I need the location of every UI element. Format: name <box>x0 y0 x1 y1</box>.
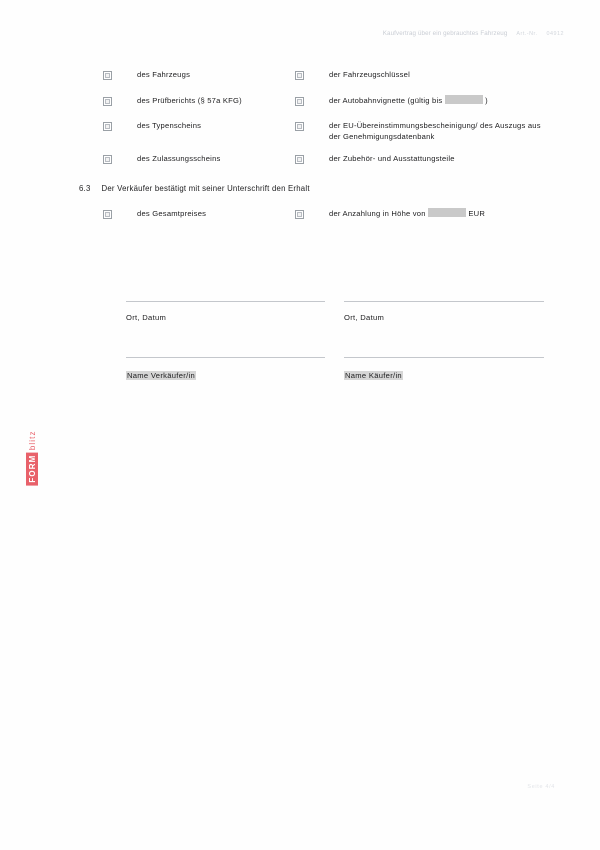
down-payment-currency: EUR <box>468 209 486 218</box>
checklist-item-vehicle-keys[interactable] <box>295 69 410 80</box>
checklist-item-label: des Prüfberichts (§ 57a KFG) <box>137 96 242 105</box>
seller-signature-line <box>126 357 325 358</box>
seller-date-line <box>126 301 325 302</box>
buyer-name-label: Name Käufer/in <box>345 371 402 380</box>
checklist-item-inspection-report[interactable] <box>103 95 242 106</box>
checkbox-icon[interactable] <box>295 97 304 106</box>
buyer-date-label: Ort, Datum <box>344 313 385 322</box>
checkbox-icon[interactable] <box>103 210 112 219</box>
seller-date-label: Ort, Datum <box>126 313 167 322</box>
checkbox-icon[interactable] <box>103 155 112 164</box>
vignette-validity-input[interactable] <box>445 95 483 104</box>
document-header <box>383 30 564 37</box>
section-number: 6.3 <box>79 184 91 193</box>
checklist-item-label: des Typenscheins <box>137 121 202 130</box>
checklist-item-label: des Fahrzeugs <box>137 70 191 79</box>
buyer-date-line <box>344 301 544 302</box>
formblitz-logo-inner <box>26 430 38 485</box>
vignette-label-before: der Autobahnvignette (gültig bis <box>329 96 443 105</box>
checklist-item-vehicle[interactable] <box>103 69 190 80</box>
section-title: Der Verkäufer bestätigt mit seiner Unterschrift den Erhalt <box>101 184 310 193</box>
checklist-item-label: der EU-Übereinstimmungsbescheinigung/ des Auszugs aus der Genehmigungsdatenbank <box>329 121 541 142</box>
seller-name-label: Name Verkäufer/in <box>127 371 195 380</box>
checklist-item-motorway-vignette[interactable] <box>295 95 488 106</box>
checklist-item-registration-certificate[interactable] <box>103 153 221 164</box>
payment-option-label <box>329 208 485 219</box>
article-number-value: 04912 <box>546 31 564 37</box>
logo-form-text: FORM <box>26 453 38 486</box>
checklist-item-type-certificate[interactable] <box>103 120 201 131</box>
logo-blitz-text: blitz <box>27 430 37 451</box>
page-number: Seite 4/4 <box>527 784 555 790</box>
checkbox-icon[interactable] <box>295 210 304 219</box>
section-heading <box>79 184 310 193</box>
formblitz-logo <box>22 418 42 498</box>
checklist-item-eu-conformity-certificate[interactable] <box>295 120 544 143</box>
checkbox-icon[interactable] <box>295 71 304 80</box>
checklist-item-label: der Zubehör- und Ausstattungsteile <box>329 154 455 163</box>
buyer-signature-line <box>344 357 544 358</box>
checklist-item-label <box>329 95 488 106</box>
payment-option-label: des Gesamtpreises <box>137 209 207 218</box>
checklist-item-label: der Fahrzeugschlüssel <box>329 70 411 79</box>
payment-option-total-price[interactable] <box>103 208 206 219</box>
checkbox-icon[interactable] <box>103 97 112 106</box>
down-payment-label-before: der Anzahlung in Höhe von <box>329 209 426 218</box>
checkbox-icon[interactable] <box>295 155 304 164</box>
vignette-label-after: ) <box>485 96 488 105</box>
checklist-item-label: des Zulassungsscheins <box>137 154 221 163</box>
document-title: Kaufvertrag über ein gebrauchtes Fahrzeug <box>382 30 508 37</box>
checkbox-icon[interactable] <box>295 122 304 131</box>
payment-option-down-payment[interactable] <box>295 208 485 219</box>
article-number-label: Art.-Nr. <box>516 31 538 37</box>
checkbox-icon[interactable] <box>103 71 112 80</box>
checkbox-icon[interactable] <box>103 122 112 131</box>
checklist-item-accessories[interactable] <box>295 153 455 164</box>
down-payment-amount-input[interactable] <box>428 208 466 217</box>
